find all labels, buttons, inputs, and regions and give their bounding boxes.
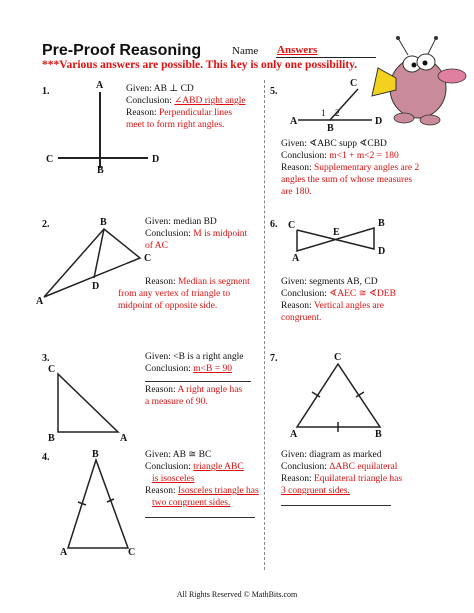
p6-label-c: C <box>288 220 296 231</box>
figure-3 <box>58 374 118 432</box>
name-label: Name <box>232 45 259 57</box>
p7-reason-line-2: 3 congruent sides. <box>281 486 350 496</box>
mascot-icon <box>390 36 466 125</box>
p3-reason-line-2: a measure of 90. <box>145 397 208 407</box>
p7-reason-line-1: Equilateral triangle has <box>313 474 403 484</box>
p3-conclusion-label: Conclusion: <box>145 364 191 374</box>
p4-conclusion-label: Conclusion: <box>145 462 191 472</box>
problem-2-number: 2. <box>42 219 50 230</box>
p1-reason-label: Reason: <box>126 108 157 118</box>
p5-reason-line-2: angles the sum of whose measures <box>281 175 413 185</box>
p5-label-1: 1 <box>321 109 326 119</box>
p7-reason-label: Reason: <box>281 474 312 484</box>
p5-label-c: C <box>350 78 358 89</box>
footer-copyright: All Rights Reserved © MathBits.com <box>176 590 298 599</box>
problem-6-number: 6. <box>270 219 278 230</box>
name-value: Answers <box>277 44 318 56</box>
p2-conclusion-2: of AC <box>145 241 168 251</box>
p4-conclusion-line-2: is isosceles <box>152 474 195 484</box>
p3-label-b: B <box>48 433 55 444</box>
p3-reason-line-1: A right angle has <box>177 385 243 395</box>
p7-given: Given: diagram as marked <box>281 450 382 460</box>
p3-conclusion: m<B = 90 <box>193 364 232 374</box>
p2-reason-line-2: from any vertex of triangle to <box>118 289 231 299</box>
p2-conclusion-label: Conclusion: <box>145 229 191 239</box>
p1-label-d: D <box>152 154 160 165</box>
problem-4-number: 4. <box>42 452 50 463</box>
p5-conclusion: m<1 + m<2 = 180 <box>329 151 399 161</box>
p4-conclusion-line-1: triangle ABC <box>193 462 244 472</box>
p6-label-b: B <box>378 218 385 229</box>
p2-reason-line-3: midpoint of opposite side. <box>118 301 218 311</box>
p4-blank-line <box>145 517 255 518</box>
figure-7 <box>297 364 380 432</box>
p3-label-c: C <box>48 364 56 375</box>
p5-label-2: 2 <box>335 109 340 119</box>
p7-blank-line <box>281 505 391 506</box>
p4-reason-line-1: Isosceles triangle has <box>177 486 259 496</box>
problem-1-number: 1. <box>42 86 50 97</box>
p6-label-d: D <box>378 246 386 257</box>
p5-given: Given: ∢ABC supp ∢CBD <box>281 139 387 149</box>
p2-label-a: A <box>36 296 44 307</box>
p3-blank-line <box>145 381 251 382</box>
p7-label-c: C <box>334 352 342 363</box>
p2-label-b: B <box>100 217 107 228</box>
p2-reason-label: Reason: <box>145 277 176 287</box>
p6-label-e: E <box>333 227 340 238</box>
p6-conclusion-label: Conclusion: <box>281 289 327 299</box>
p5-label-a: A <box>290 116 298 127</box>
p4-given: Given: AB ≅ BC <box>145 450 212 460</box>
p5-reason-line-3: are 180. <box>281 187 312 197</box>
p2-label-d: D <box>92 281 100 292</box>
p1-conclusion: ∠ABD right angle <box>174 96 246 106</box>
p4-reason-line-2: two congruent sides. <box>152 498 231 508</box>
p5-reason-line-1: Supplementary angles are 2 <box>313 163 420 173</box>
p6-label-a: A <box>292 253 300 264</box>
p1-reason-line-1: Perpendicular lines <box>158 108 233 118</box>
p2-given: Given: median BD <box>145 217 217 227</box>
p5-conclusion-label: Conclusion: <box>281 151 327 161</box>
p4-label-b: B <box>92 449 99 460</box>
p5-label-b: B <box>327 123 334 134</box>
problem-5-number: 5. <box>270 86 278 97</box>
p7-conclusion: ΔABC equilateral <box>329 462 398 472</box>
p6-reason-line-1: Vertical angles are <box>313 301 384 311</box>
p6-reason-label: Reason: <box>281 301 312 311</box>
p5-label-d: D <box>375 116 383 127</box>
p4-reason-label: Reason: <box>145 486 176 496</box>
p5-reason-label: Reason: <box>281 163 312 173</box>
p6-conclusion: ∢AEC ≅ ∢DEB <box>329 289 396 299</box>
p1-label-c: C <box>46 154 54 165</box>
p2-conclusion: M is midpoint <box>193 229 248 239</box>
p1-label-b: B <box>97 165 104 176</box>
problem-7-number: 7. <box>270 353 278 364</box>
p3-reason-label: Reason: <box>145 385 176 395</box>
p7-label-a: A <box>290 429 298 440</box>
p6-reason-line-2: congruent. <box>281 313 322 323</box>
p2-label-c: C <box>144 253 152 264</box>
figure-4 <box>68 460 128 548</box>
p1-label-a: A <box>96 80 104 91</box>
subtitle: ***Various answers are possible. This key is only one possibility. <box>42 59 358 71</box>
p3-given: Given: <B is a right angle <box>145 352 244 362</box>
p6-given: Given: segments AB, CD <box>281 277 378 287</box>
problem-3-number: 3. <box>42 353 50 364</box>
p3-label-a: A <box>120 433 128 444</box>
p1-conclusion-label: Conclusion: <box>126 96 172 106</box>
p7-conclusion-label: Conclusion: <box>281 462 327 472</box>
page-title: Pre-Proof Reasoning <box>42 42 202 59</box>
p2-reason-line-1: Median is segment <box>177 277 250 287</box>
p1-given: Given: AB ⊥ CD <box>126 84 194 94</box>
p4-label-c: C <box>128 547 136 558</box>
p4-label-a: A <box>60 547 68 558</box>
p7-label-b: B <box>375 429 382 440</box>
p1-reason-line-2: meet to form right angles. <box>126 120 225 130</box>
